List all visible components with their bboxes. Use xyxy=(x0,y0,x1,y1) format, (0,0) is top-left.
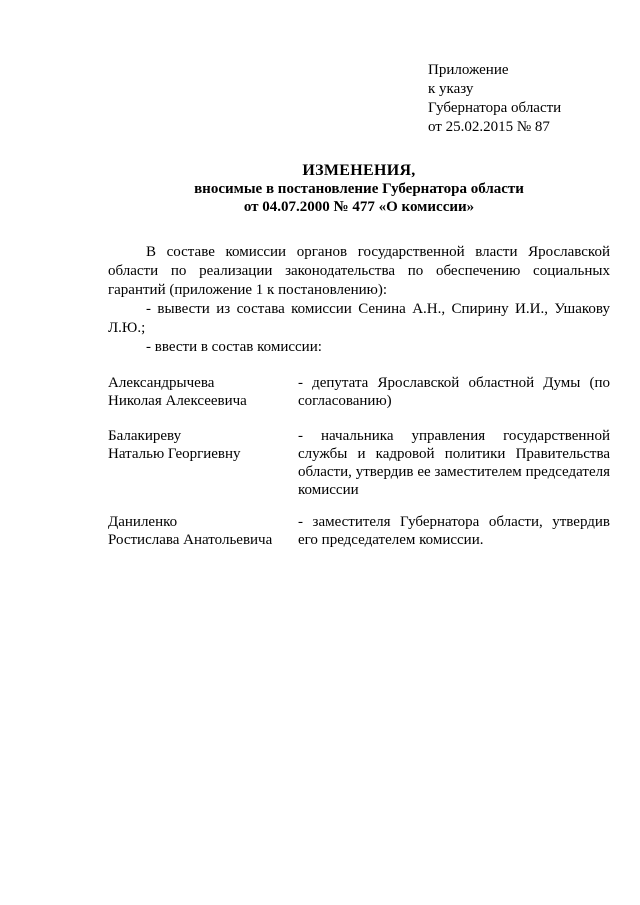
member-role: - заместителя Губернатора области, утвердив его председателем комиссии. xyxy=(298,514,610,548)
title-heading: ИЗМЕНЕНИЯ, xyxy=(302,162,416,179)
document-body xyxy=(108,243,610,357)
appendix-date-number: от 25.02.2015 № 87 xyxy=(428,119,550,135)
member-given-names: Ростислава Анатольевича xyxy=(108,532,273,548)
member-surname: Александрычева xyxy=(108,375,215,391)
add-members-paragraph: - ввести в состав комиссии: xyxy=(146,339,322,355)
intro-paragraph: В составе комиссии органов государственной власти Ярославской области по реализации законодательства по обеспечению социальных гарантий (приложение 1 к постановлению): xyxy=(108,244,610,298)
member-name xyxy=(108,513,288,549)
appendix-label: Приложение xyxy=(428,62,509,78)
member-given-names: Николая Алексеевича xyxy=(108,393,247,409)
remove-members-paragraph: - вывести из состава комиссии Сенина А.Н., Спирину И.И., Ушакову Л.Ю.; xyxy=(108,301,610,336)
member-surname: Даниленко xyxy=(108,514,178,530)
member-role: - депутата Ярославской областной Думы (по согласованию) xyxy=(298,375,610,409)
member-surname: Балакиреву xyxy=(108,428,182,444)
member-name xyxy=(108,374,288,410)
document-title xyxy=(108,162,610,216)
appendix-to-decree: к указу xyxy=(428,81,474,97)
appendix-governor: Губернатора области xyxy=(428,100,562,116)
title-reference: от 04.07.2000 № 477 «О комиссии» xyxy=(243,199,475,215)
appendix-header xyxy=(428,61,561,137)
member-name xyxy=(108,427,288,463)
member-role: - начальника управления государственной службы и кадровой политики Правительства области, утвердив ее заместителем председателя комиссии xyxy=(298,428,610,498)
title-subheading: вносимые в постановление Губернатора области xyxy=(194,181,524,197)
member-given-names: Наталью Георгиевну xyxy=(108,446,241,462)
